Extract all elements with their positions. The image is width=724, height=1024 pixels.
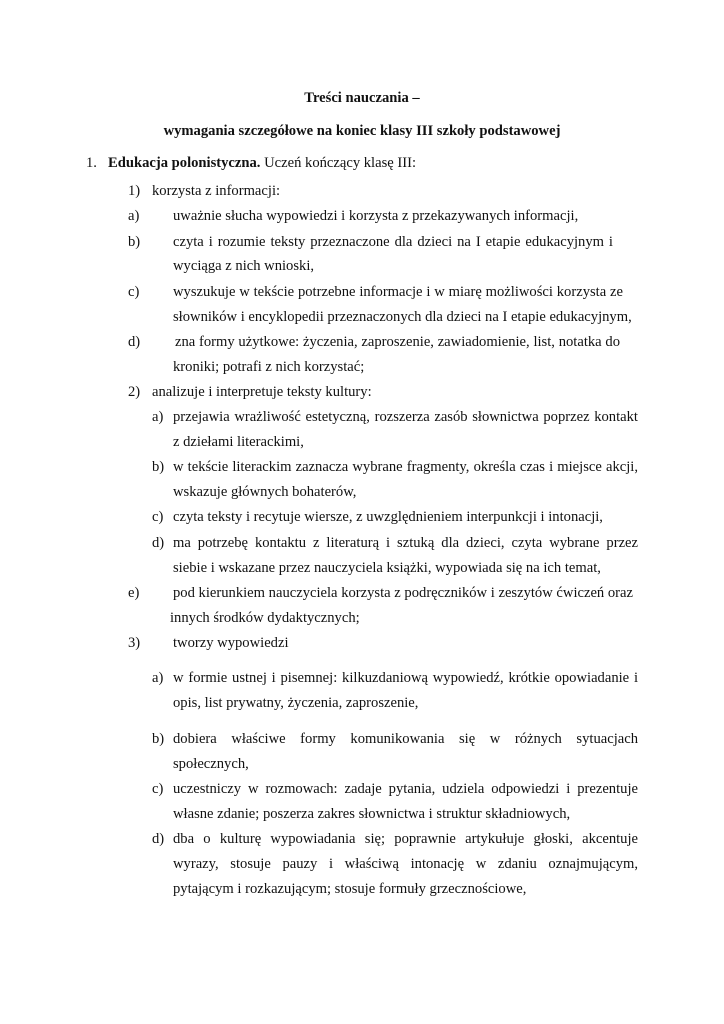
item-letter: e) [128, 585, 140, 601]
item-line: wyszukuje w tekście potrzebne informacje i w miarę możliwości korzysta ze [173, 284, 623, 300]
item-line: pod kierunkiem nauczyciela korzysta z podręczników i zeszytów ćwiczeń oraz [173, 585, 633, 601]
item-line: siebie i wskazane przez nauczyciela książki, wypowiada się na ich temat, [173, 560, 601, 576]
item-letter: b) [128, 234, 141, 250]
section-heading-line [108, 155, 416, 172]
item-line: w formie ustnej i pisemnej: kilkuzdaniową wypowiedź, krótkie opowiadanie i [173, 670, 638, 686]
group-number: 1) [128, 183, 141, 199]
item-letter: b) [152, 459, 165, 475]
item-line: uczestniczy w rozmowach: zadaje pytania, udziela odpowiedzi i prezentuje [173, 781, 638, 797]
item-letter: c) [152, 509, 164, 525]
item-letter: b) [152, 731, 165, 747]
item-line: w tekście literackim zaznacza wybrane fragmenty, określa czas i miejsce akcji, [173, 459, 638, 475]
item-line: wyciąga z nich wnioski, [173, 258, 315, 274]
group-number: 3) [128, 635, 141, 651]
item-letter: c) [128, 284, 140, 300]
item-line: zna formy użytkowe: życzenia, zaproszenie, zawiadomienie, list, notatka do [175, 334, 620, 350]
item-line: z dziełami literackimi, [173, 434, 304, 450]
item-line: własne zdanie; poszerza zakres słownictwa i struktur składniowych, [173, 806, 571, 822]
item-line: pytającym i rozkazującym; stosuje formuły grzecznościowe, [173, 881, 527, 897]
item-line: dobiera właściwe formy komunikowania się w różnych sytuacjach [173, 731, 638, 747]
item-line: wskazuje głównych bohaterów, [173, 484, 357, 500]
section-heading: Edukacja polonistyczna. [108, 155, 261, 171]
item-line: uważnie słucha wypowiedzi i korzysta z przekazywanych informacji, [173, 208, 579, 224]
item-line: przejawia wrażliwość estetyczną, rozszerza zasób słownictwa poprzez kontakt [173, 409, 638, 425]
item-letter: a) [128, 208, 140, 224]
item-line: ma potrzebę kontaktu z literaturą i sztuką dla dzieci, czyta wybrane przez [173, 535, 638, 551]
item-line: dba o kulturę wypowiadania się; poprawnie artykułuje głoski, akcentuje [173, 831, 638, 847]
item-letter: d) [152, 535, 165, 551]
item-line: słowników i encyklopedii przeznaczonych dla dzieci na I etapie edukacyjnym, [173, 309, 632, 325]
group-label: analizuje i interpretuje teksty kultury: [152, 384, 372, 400]
item-letter: d) [152, 831, 165, 847]
section-intro: Uczeń kończący klasę III: [260, 155, 417, 171]
group-label: korzysta z informacji: [152, 183, 281, 199]
item-letter: c) [152, 781, 164, 797]
item-line: wyrazy, stosuje pauzy i właściwą intonację w zdaniu oznajmującym, [173, 856, 638, 872]
group-number: 2) [128, 384, 141, 400]
group-label: tworzy wypowiedzi [173, 635, 289, 651]
document-title: Treści nauczania – [304, 90, 420, 106]
item-line: czyta teksty i recytuje wiersze, z uwzględnieniem interpunkcji i intonacji, [173, 509, 603, 525]
document-subtitle: wymagania szczegółowe na koniec klasy III szkoły podstawowej [163, 123, 561, 139]
item-letter: a) [152, 409, 164, 425]
item-line: społecznych, [173, 756, 249, 772]
item-letter: d) [128, 334, 141, 350]
item-line: opis, list prywatny, życzenia, zaproszenie, [173, 695, 419, 711]
section-number: 1. [86, 155, 97, 171]
item-line: innych środków dydaktycznych; [170, 610, 360, 626]
item-line: czyta i rozumie teksty przeznaczone dla dzieci na I etapie edukacyjnym i [173, 234, 613, 250]
item-letter: a) [152, 670, 164, 686]
item-line: kroniki; potrafi z nich korzystać; [173, 359, 365, 375]
